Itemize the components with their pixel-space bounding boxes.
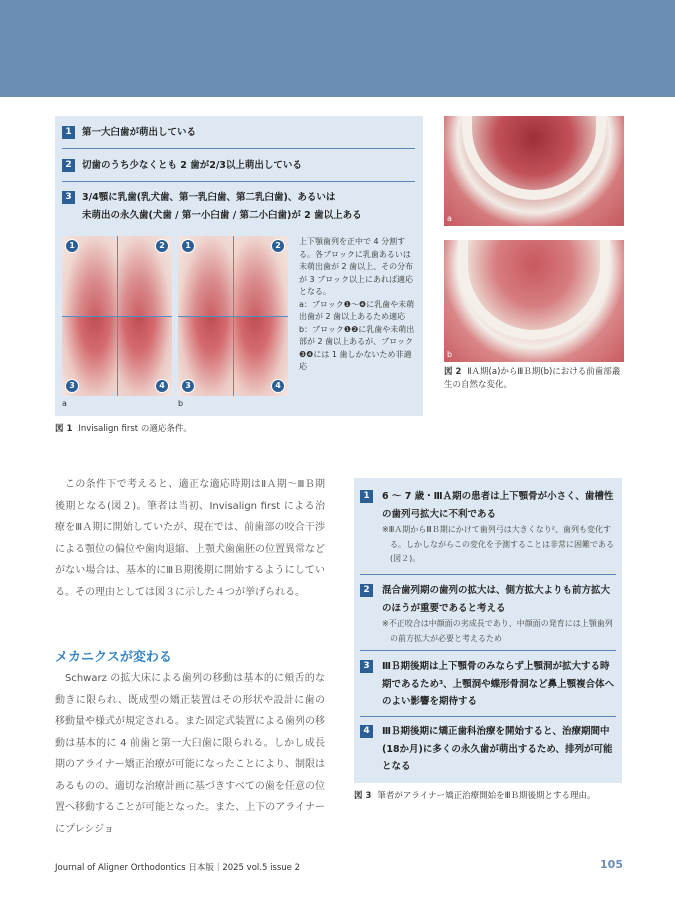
section-heading: メカニクスが変わる [55,650,172,665]
figure-2-caption [444,366,626,392]
reason-number: 2 [360,584,373,597]
reason-item-3 [360,658,616,711]
header-band [0,0,675,97]
condition-text: 第一大臼歯が萌出している [82,127,197,138]
reason-item-1 [360,488,616,567]
description-a: a：ブロック❶〜❹に乳歯や未萌出歯が 2 歯以上あるため適応 [299,299,415,321]
reason-number: 4 [360,725,373,738]
quadrant-marker: 3 [181,379,195,393]
caption-text: ⅡＡ期(a)からⅢＢ期(b)における前歯部叢生の自然な変化。 [444,367,621,390]
condition-text: 未萌出の永久歯(犬歯 / 第一小臼歯 / 第二小臼歯)が 2 歯以上ある [82,210,362,221]
panel-label-a: a [62,399,67,408]
reason-main: 6 〜 7 歳・ⅢＡ期の患者は上下顎骨が小さく、歯槽性の歯列弓拡大に不利である [382,491,614,520]
condition-text: 切歯のうち少なくとも 2 歯が2/3以上萌出している [82,160,302,171]
panel-label-b: b [178,399,184,408]
reason-note: ※不正咬合は中顔面の劣成長であり、中顔面の発育には上顎歯列の前方拡大が必要と考えるため [382,619,613,643]
figure-1-description [299,236,416,374]
divider [360,650,616,651]
dental-photo-b [178,236,288,396]
paragraph-text: この条件下で考えると、適正な適応時期はⅡＡ期〜ⅢＢ期後期となる(図２)。筆者は当初、Invisalign first による治療をⅢＡ期に開始していたが、現在では、前歯部の咬合干渉による顎位の偏位や歯肉退縮、上顎犬歯歯胚の位置異常などがない場合は、基本的にⅢＢ期後期に開始するようにしている。その理由としては図３に示した４つが挙げられる。 [55,479,325,598]
caption-label: 図 1 [55,424,73,434]
reason-item-2 [360,582,616,646]
divider [62,181,415,182]
quadrant-marker: 4 [271,379,285,393]
body-paragraph-1 [55,474,325,603]
dental-photo-a [62,236,172,396]
divider [360,574,616,575]
reason-number: 1 [360,490,373,503]
quadrant-marker: 1 [181,239,195,253]
figure-3-caption [354,789,595,801]
description-b: b：ブロック❶❷に乳歯や未萌出部が 2 歯以上あるが、ブロック❸❹には 1 歯しかないため非適応 [299,324,415,371]
figure-1-caption [55,422,192,434]
paragraph-text: Schwarz の拡大床による歯列の移動は基本的に頬舌的な動きに限られ、既成型の矯正装置はその形状や設計に歯の移動量や様式が規定される。また固定式装置による歯列の移動は基本的に 4 前歯と第一大臼歯に限られる。しかし成長期のアライナー矯正治療が可能になったことにより、制限はあるものの、適切な治療計画に基づきすべての歯を任意の位置へ移動することが可能となった。また、上下のアライナーにプレシジョ [55,673,325,835]
condition-number: 2 [62,159,75,172]
condition-text: 3/4顎に乳歯(乳犬歯、第一乳臼歯、第二乳臼歯)、あるいは [82,192,336,203]
quadrant-marker: 3 [65,379,79,393]
reason-main: 混合歯列期の歯列の拡大は、側方拡大よりも前方拡大のほうが重要であると考える [382,585,611,614]
quadrant-marker: 4 [155,379,169,393]
body-paragraph-2 [55,668,325,840]
description-intro: 上下顎歯列を正中で 4 分割する。各ブロックに乳歯あるいは未萌出歯が 2 歯以上、その分布が 3 ブロック以上にあれば適応となる。 [299,237,414,296]
reason-number: 3 [360,660,373,673]
journal-footer: Journal of Aligner Orthodontics 日本版｜2025 vol.5 issue 2 [55,863,301,873]
divider [360,716,616,717]
quadrant-marker: 1 [65,239,79,253]
caption-label: 図 2 [444,367,462,377]
quadrant-marker: 2 [271,239,285,253]
caption-text: Invisalign first の適応条件。 [78,424,192,434]
caption-label: 図 3 [354,791,372,801]
quadrant-marker: 2 [155,239,169,253]
figure-3-panel [354,478,622,783]
divider [62,148,415,149]
condition-number: 1 [62,126,75,139]
panel-label-a: a [447,214,452,223]
panel-label-b: b [447,350,453,359]
page-number: 105 [600,858,623,871]
reason-note: ※ⅢＡ期からⅢＢ期にかけて歯列弓は大きくなり²、歯列も変化する。しかしながらこの変化を予測することは非常に困難である(図２)。 [382,525,614,563]
caption-text: 筆者がアライナー矯正治療開始をⅢＢ期後期とする理由。 [377,791,596,801]
dental-arch-photo-b [444,240,624,362]
reason-main: ⅢＢ期後期に矯正歯科治療を開始すると、治療期間中(18か月)に多くの永久歯が萌出するため、排列が可能となる [382,726,613,772]
condition-number: 3 [62,191,75,204]
reason-item-4 [360,723,616,776]
dental-arch-photo-a [444,116,624,226]
reason-main: ⅢＢ期後期は上下顎骨のみならず上顎洞が拡大する時期であるため³、上顎洞や蝶形骨洞など鼻上顎複合体へのよい影響を期待する [382,661,615,707]
